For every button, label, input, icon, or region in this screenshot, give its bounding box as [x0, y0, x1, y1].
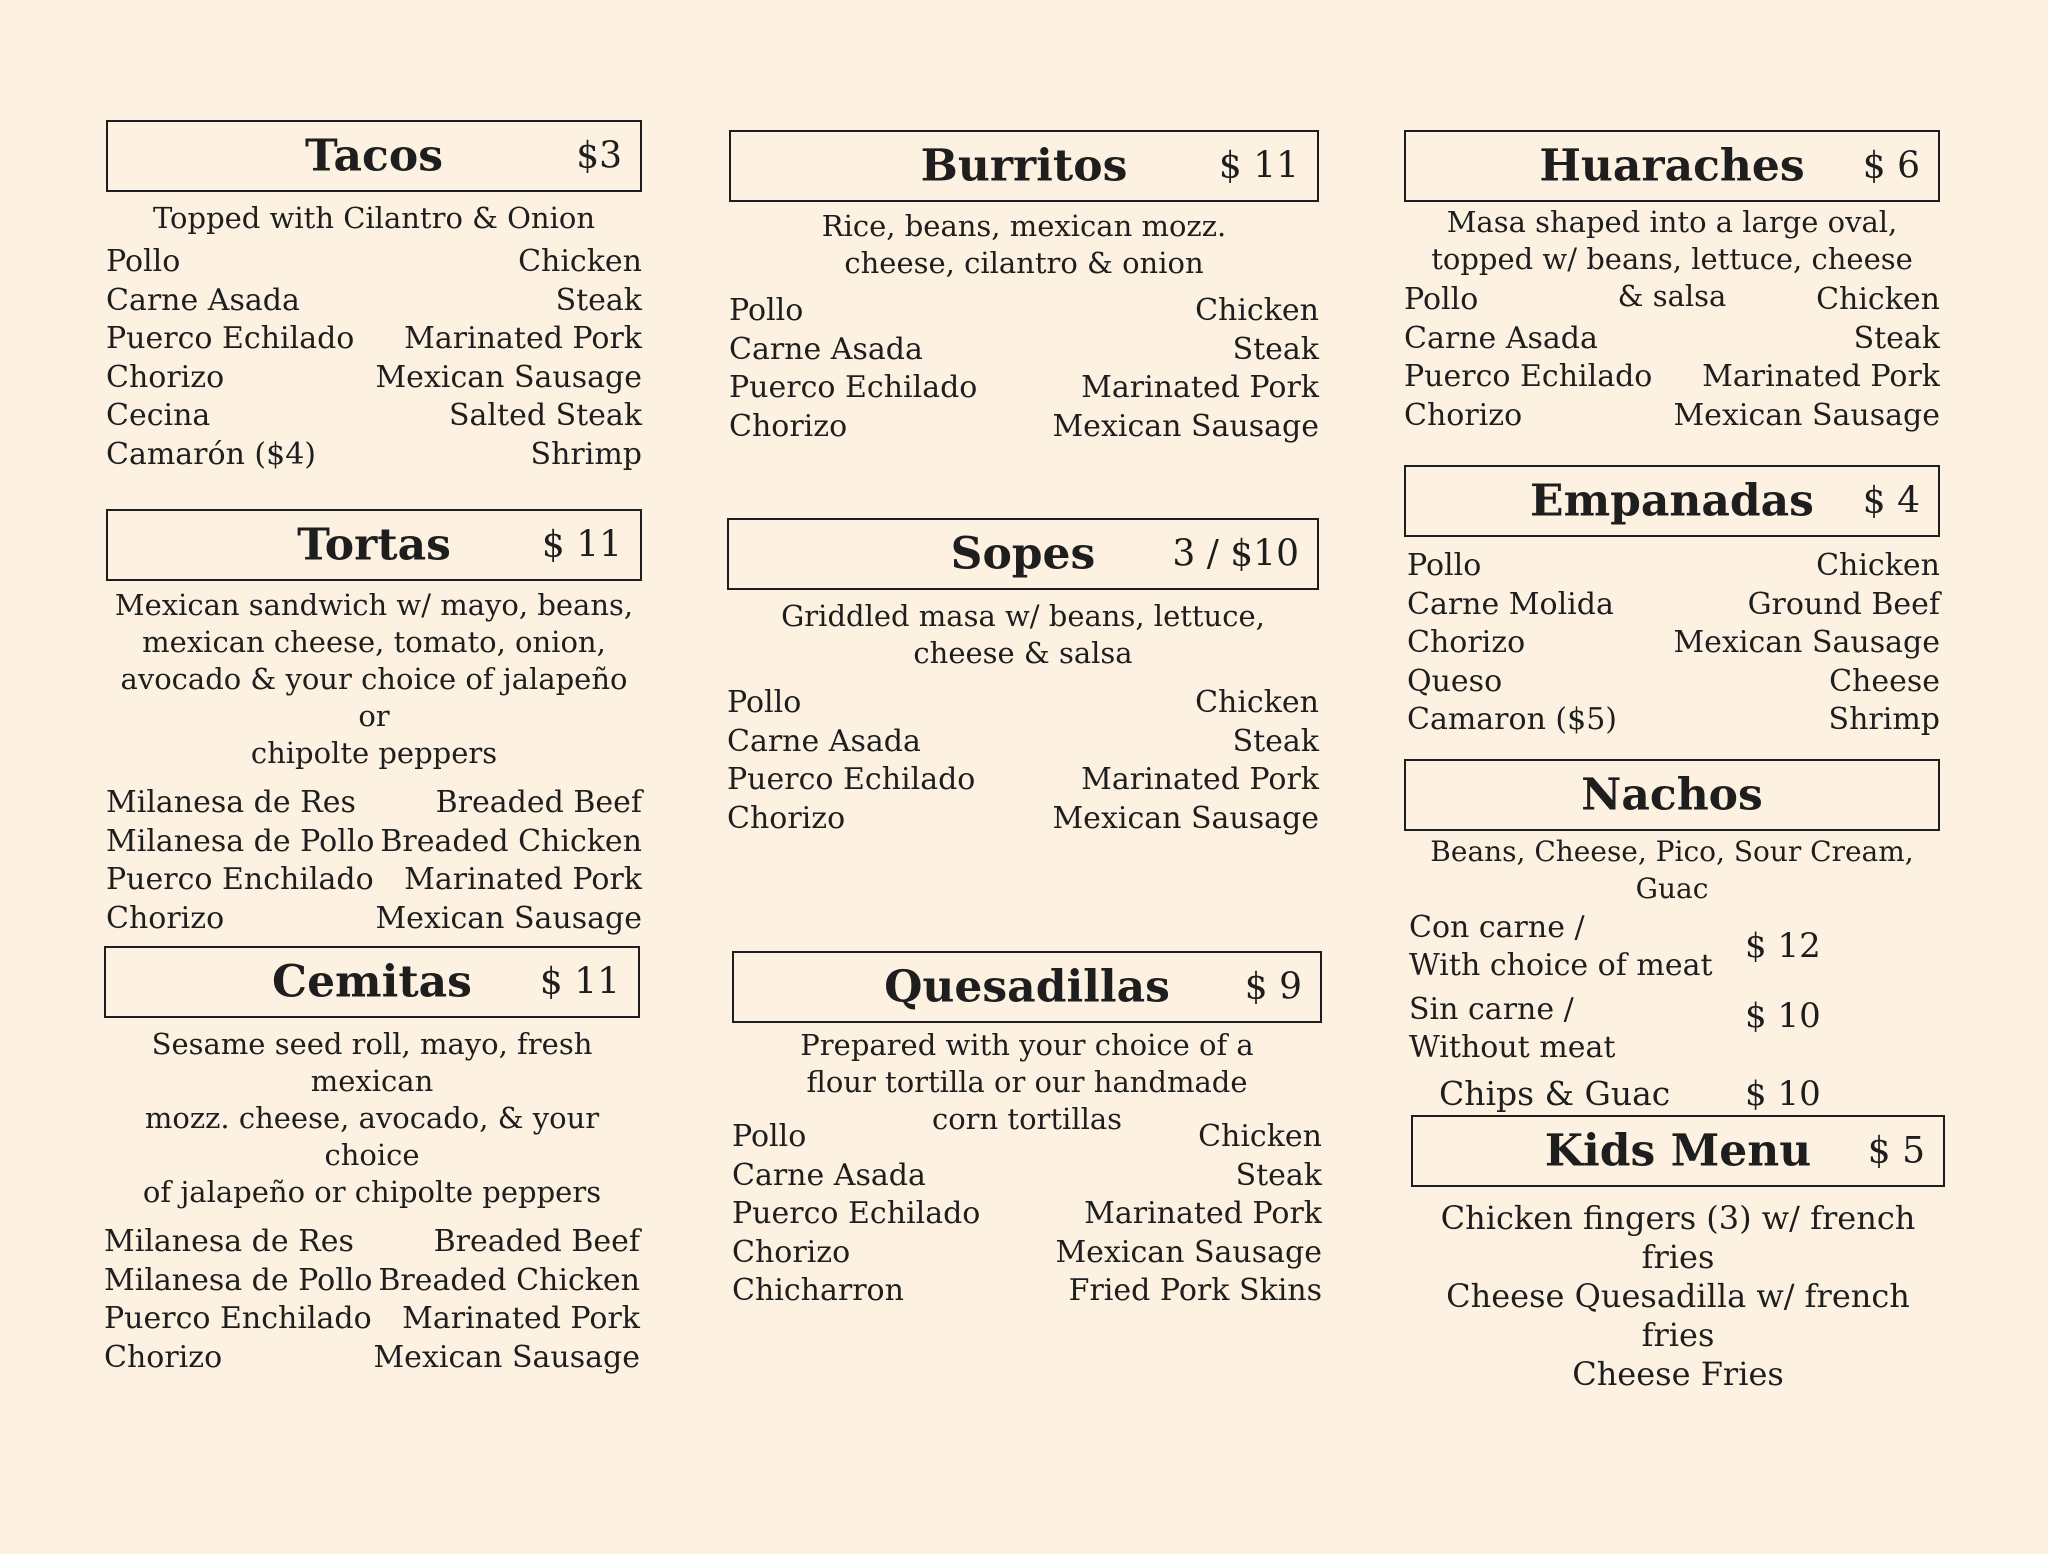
section-price: $ 11: [539, 961, 620, 1003]
desc-line: of jalapeño or chipolte peppers: [142, 1175, 602, 1209]
list-item: [106, 282, 642, 321]
item-english: Breaded Beef: [435, 785, 642, 820]
desc-line: Beans, Cheese, Pico, Sour Cream, Guac: [1430, 835, 1914, 905]
desc-line: corn tortillas: [931, 1102, 1123, 1136]
huaraches-section: [1404, 130, 1940, 435]
burritos-section: [729, 130, 1319, 446]
desc-line: Griddled masa w/ beans, lettuce,: [781, 599, 1265, 633]
item-english: Steak: [1232, 723, 1319, 759]
desc-line: flour tortilla or our handmade: [806, 1065, 1248, 1099]
kids-menu-header: [1411, 1115, 1945, 1187]
list-item: [104, 1300, 640, 1339]
option-price: $ 10: [1745, 1074, 1821, 1114]
item-spanish: Milanesa de Pollo: [106, 823, 375, 859]
list-item: [106, 861, 642, 900]
section-price: $ 11: [1218, 145, 1299, 187]
item-spanish: Chorizo: [106, 900, 225, 936]
item-spanish: Puerco Echilado: [729, 370, 978, 405]
tacos-header: [106, 120, 642, 192]
section-description: [729, 208, 1319, 282]
desc-line: Topped with Cilantro & Onion: [152, 201, 596, 235]
list-item: [729, 369, 1319, 408]
item-english: Marinated Pork: [1081, 762, 1319, 797]
item-english: Breaded Chicken: [380, 823, 642, 859]
item-english: Breaded Beef: [433, 1224, 640, 1259]
item-list: [104, 1223, 640, 1377]
list-item: [732, 1234, 1322, 1273]
item-spanish: Pollo: [1407, 548, 1482, 583]
list-item: Cheese Fries: [1572, 1355, 1784, 1393]
item-spanish: Pollo: [729, 293, 804, 328]
item-spanish: Chorizo: [1404, 397, 1523, 433]
list-item: [1404, 320, 1940, 359]
item-english: Steak: [555, 282, 642, 318]
huaraches-header: [1404, 130, 1940, 202]
item-english: Mexican Sausage: [373, 1339, 640, 1375]
item-list: [732, 1118, 1322, 1311]
item-spanish: Milanesa de Res: [106, 785, 356, 820]
list-item: [732, 1157, 1322, 1196]
item-spanish: Chorizo: [729, 408, 848, 444]
item-spanish: Milanesa de Pollo: [104, 1262, 373, 1298]
section-price: $ 6: [1862, 145, 1920, 187]
list-item: [729, 292, 1319, 331]
list-item: [727, 723, 1319, 762]
item-list: [106, 243, 642, 474]
list-item: [729, 331, 1319, 370]
section-price: $3: [576, 135, 622, 177]
item-spanish: Carne Molida: [1407, 586, 1614, 622]
list-item: [732, 1272, 1322, 1311]
list-item: [1407, 624, 1940, 663]
desc-line: Rice, beans, mexican mozz.: [821, 209, 1227, 243]
item-english: Marinated Pork: [404, 862, 642, 897]
item-spanish: Pollo: [1404, 282, 1479, 317]
item-spanish: Carne Asada: [1404, 320, 1598, 356]
section-title: Tortas: [297, 519, 451, 571]
nachos-header: [1404, 759, 1940, 831]
nachos-option: [1409, 909, 1940, 985]
section-title: Cemitas: [272, 956, 472, 1008]
item-english: Chicken: [1195, 685, 1319, 720]
item-english: Mexican Sausage: [1673, 625, 1940, 660]
section-description: [104, 1026, 640, 1211]
item-spanish: Carne Asada: [727, 723, 921, 759]
nachos-section: [1404, 759, 1940, 1121]
section-description: [1404, 833, 1940, 907]
item-spanish: Carne Asada: [106, 282, 300, 318]
item-english: Mexican Sausage: [1052, 800, 1319, 836]
item-english: Ground Beef: [1747, 586, 1940, 622]
kids-menu-section: [1411, 1115, 1945, 1394]
burritos-header: [729, 130, 1319, 202]
item-english: Mexican Sausage: [375, 359, 642, 395]
item-list: [727, 684, 1319, 838]
list-item: [729, 408, 1319, 447]
desc-line: Mexican sandwich w/ mayo, beans,: [114, 588, 634, 622]
section-price: $ 5: [1867, 1130, 1925, 1172]
option-price: $ 10: [1745, 996, 1821, 1036]
item-spanish: Carne Asada: [732, 1157, 926, 1193]
sopes-header: [727, 518, 1319, 590]
item-spanish: Puerco Enchilado: [106, 862, 374, 897]
item-english: Marinated Pork: [402, 1301, 640, 1336]
option-line: Without meat: [1409, 1030, 1616, 1065]
item-english: Fried Pork Skins: [1068, 1273, 1322, 1308]
item-spanish: Chorizo: [104, 1339, 223, 1375]
desc-line: topped w/ beans, lettuce, cheese: [1431, 242, 1913, 276]
item-english: Cheese: [1829, 663, 1940, 699]
section-description: [106, 200, 642, 237]
item-spanish: Chorizo: [1407, 625, 1526, 660]
list-item: [106, 823, 642, 862]
list-item: [727, 761, 1319, 800]
list-item: [1407, 701, 1940, 740]
quesadillas-section: [732, 951, 1322, 1311]
option-line: Chips & Guac: [1439, 1074, 1671, 1113]
item-english: Chicken: [1195, 293, 1319, 328]
desc-line: Masa shaped into a large oval,: [1446, 205, 1898, 239]
section-title: Sopes: [950, 528, 1096, 580]
desc-line: avocado & your choice of jalapeño or: [120, 662, 628, 733]
nachos-options: [1404, 909, 1940, 1121]
item-spanish: Camarón ($4): [106, 436, 317, 472]
section-title: Tacos: [305, 130, 443, 182]
item-spanish: Chorizo: [727, 800, 846, 836]
section-price: 3 / $10: [1172, 533, 1299, 575]
section-title: Burritos: [920, 140, 1128, 192]
option-line: Con carne /: [1409, 910, 1585, 945]
option-line: With choice of meat: [1409, 948, 1713, 983]
item-spanish: Chorizo: [106, 359, 225, 395]
item-spanish: Queso: [1407, 663, 1503, 699]
item-spanish: Pollo: [732, 1119, 807, 1154]
item-spanish: Chorizo: [732, 1234, 851, 1270]
desc-line: chipolte peppers: [250, 736, 498, 770]
section-title: Quesadillas: [884, 961, 1170, 1013]
item-spanish: Chicharron: [732, 1273, 904, 1308]
item-english: Salted Steak: [448, 398, 642, 433]
section-price: $ 4: [1862, 480, 1920, 522]
list-item: Chicken fingers (3) w/ french fries: [1440, 1199, 1916, 1276]
section-title: Huaraches: [1539, 140, 1805, 192]
item-spanish: Puerco Echilado: [106, 321, 355, 356]
section-description: [106, 587, 642, 772]
list-item: [1404, 397, 1940, 436]
item-english: Chicken: [1816, 548, 1940, 583]
item-spanish: Carne Asada: [729, 331, 923, 367]
desc-line: mozz. cheese, avocado, & your choice: [144, 1101, 600, 1172]
item-english: Steak: [1232, 331, 1319, 367]
section-title: Nachos: [1581, 769, 1763, 821]
item-list: [1404, 547, 1940, 740]
item-spanish: Puerco Echilado: [727, 762, 976, 797]
item-english: Marinated Pork: [1702, 359, 1940, 394]
kids-item-list: [1411, 1199, 1945, 1394]
cemitas-section: [104, 946, 640, 1377]
item-english: Marinated Pork: [1084, 1196, 1322, 1231]
item-english: Mexican Sausage: [1673, 397, 1940, 433]
desc-line: Prepared with your choice of a: [800, 1028, 1254, 1062]
list-item: [106, 397, 642, 436]
section-description: [727, 598, 1319, 672]
desc-line: cheese & salsa: [913, 636, 1133, 670]
item-spanish: Puerco Echilado: [1404, 359, 1653, 394]
item-english: Chicken: [1816, 282, 1940, 317]
quesadillas-header: [732, 951, 1322, 1023]
list-item: [106, 784, 642, 823]
tortas-section: [106, 509, 642, 938]
option-line: Sin carne /: [1409, 992, 1574, 1027]
item-english: Breaded Chicken: [378, 1262, 640, 1298]
tacos-section: [106, 120, 642, 474]
item-english: Shrimp: [1828, 702, 1940, 737]
cemitas-header: [104, 946, 640, 1018]
list-item: [106, 900, 642, 939]
list-item: [104, 1223, 640, 1262]
list-item: [106, 243, 642, 282]
item-english: Steak: [1235, 1157, 1322, 1193]
section-price: $ 9: [1244, 966, 1302, 1008]
empanadas-section: [1404, 465, 1940, 740]
item-english: Marinated Pork: [404, 321, 642, 356]
desc-line: & salsa: [1617, 279, 1727, 313]
section-title: Kids Menu: [1544, 1125, 1812, 1177]
list-item: [104, 1262, 640, 1301]
nachos-option: [1409, 991, 1940, 1075]
item-english: Chicken: [1198, 1119, 1322, 1154]
item-english: Mexican Sausage: [375, 900, 642, 936]
list-item: [1404, 358, 1940, 397]
item-english: Marinated Pork: [1081, 370, 1319, 405]
list-item: [732, 1195, 1322, 1234]
item-english: Mexican Sausage: [1052, 408, 1319, 444]
item-english: Mexican Sausage: [1055, 1234, 1322, 1270]
list-item: Cheese Quesadilla w/ french fries: [1446, 1277, 1910, 1354]
list-item: [727, 800, 1319, 839]
sopes-section: [727, 518, 1319, 838]
list-item: [106, 359, 642, 398]
item-spanish: Puerco Enchilado: [104, 1301, 372, 1336]
desc-line: mexican cheese, tomato, onion,: [142, 625, 606, 659]
item-spanish: Camaron ($5): [1407, 702, 1618, 737]
item-english: Steak: [1853, 320, 1940, 356]
item-list: [729, 292, 1319, 446]
item-spanish: Cecina: [106, 398, 211, 433]
item-english: Chicken: [518, 244, 642, 279]
item-list: [106, 784, 642, 938]
desc-line: cheese, cilantro & onion: [844, 246, 1204, 280]
item-spanish: Milanesa de Res: [104, 1224, 354, 1259]
list-item: [1407, 663, 1940, 702]
option-price: $ 12: [1745, 926, 1821, 966]
list-item: [1407, 547, 1940, 586]
item-english: Shrimp: [530, 436, 642, 472]
empanadas-header: [1404, 465, 1940, 537]
list-item: [727, 684, 1319, 723]
section-price: $ 11: [541, 524, 622, 566]
list-item: [106, 320, 642, 359]
list-item: [104, 1339, 640, 1378]
section-title: Empanadas: [1530, 475, 1814, 527]
item-spanish: Pollo: [106, 244, 181, 279]
desc-line: Sesame seed roll, mayo, fresh mexican: [151, 1027, 593, 1098]
item-spanish: Pollo: [727, 685, 802, 720]
item-spanish: Puerco Echilado: [732, 1196, 981, 1231]
tortas-header: [106, 509, 642, 581]
list-item: [1407, 586, 1940, 625]
list-item: [106, 436, 642, 475]
